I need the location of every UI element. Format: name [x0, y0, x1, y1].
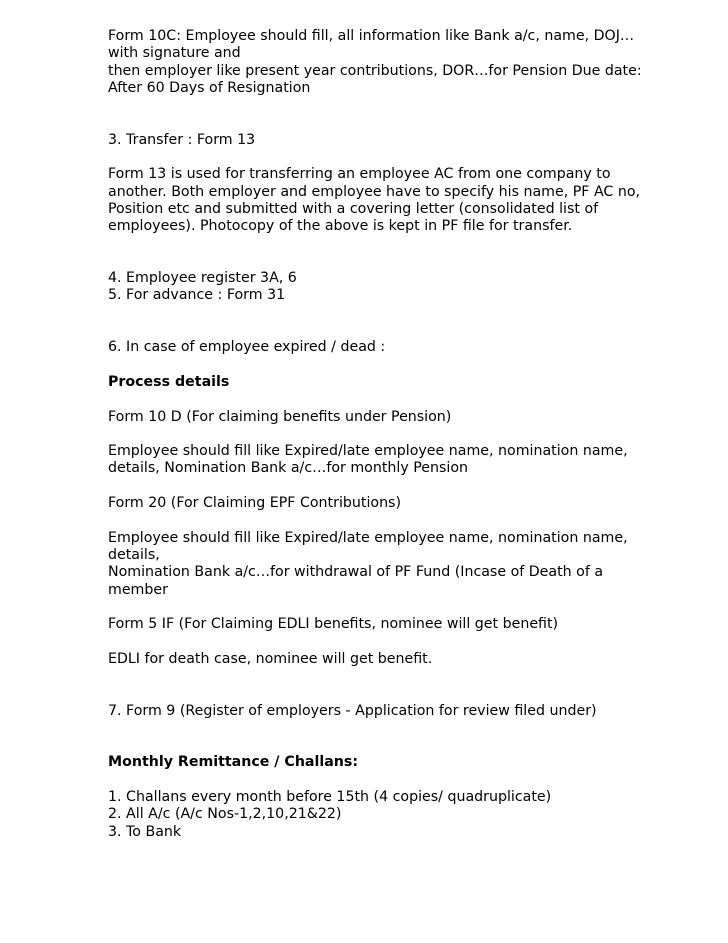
- text-line: details,: [108, 546, 160, 563]
- text-line: Employee should fill like Expired/late employee name, nomination name,: [108, 529, 628, 546]
- form-5if-title: Form 5 IF (For Claiming EDLI benefits, nominee will get benefit): [108, 616, 559, 633]
- list-item: 1. Challans every month before 15th (4 copies/ quadruplicate): [108, 789, 552, 806]
- text-line: details, Nomination Bank a/c…for monthly Pension: [108, 460, 469, 477]
- text-line: Employee should fill like Expired/late employee name, nomination name,: [108, 443, 628, 460]
- list-item-7: 7. Form 9 (Register of employers - Application for review filed under): [108, 702, 597, 719]
- list-item: 2. All A/c (A/c Nos-1,2,10,21&22): [108, 806, 342, 823]
- text-line: employees). Photocopy of the above is kept in PF file for transfer.: [108, 218, 573, 235]
- text-line: then employer like present year contributions, DOR…for Pension Due date:: [108, 62, 642, 79]
- challans-list: [108, 789, 708, 841]
- process-details-heading: Process details: [108, 373, 230, 390]
- text-line: Position etc and submitted with a covering letter (consolidated list of: [108, 200, 599, 217]
- document-page: [108, 28, 708, 841]
- monthly-remittance-heading: Monthly Remittance / Challans:: [108, 754, 359, 771]
- text-line: member: [108, 581, 168, 598]
- form-20-title: Form 20 (For Claiming EPF Contributions): [108, 495, 401, 512]
- text-line: Form 10C: Employee should fill, all information like Bank a/c, name, DOJ…: [108, 28, 635, 44]
- form-10d-paragraph: [108, 443, 708, 478]
- list-item: 3. To Bank: [108, 823, 182, 840]
- text-line: Form 13 is used for transferring an employee AC from one company to: [108, 166, 611, 183]
- form-10d-title: Form 10 D (For claiming benefits under Pension): [108, 408, 452, 425]
- form-10c-paragraph: [108, 28, 708, 97]
- list-item-4: 4. Employee register 3A, 6: [108, 270, 297, 287]
- text-line: Nomination Bank a/c…for withdrawal of PF Fund (Incase of Death of a: [108, 564, 604, 581]
- text-line: another. Both employer and employee have to specify his name, PF AC no,: [108, 183, 641, 200]
- text-line: with signature and: [108, 45, 241, 62]
- form-20-paragraph: [108, 530, 708, 599]
- transfer-paragraph: [108, 166, 708, 235]
- list-item-6: 6. In case of employee expired / dead :: [108, 339, 386, 356]
- edli-line: EDLI for death case, nominee will get benefit.: [108, 650, 433, 667]
- text-line: After 60 Days of Resignation: [108, 79, 311, 96]
- transfer-heading: 3. Transfer : Form 13: [108, 131, 256, 148]
- list-item-5: 5. For advance : Form 31: [108, 287, 286, 304]
